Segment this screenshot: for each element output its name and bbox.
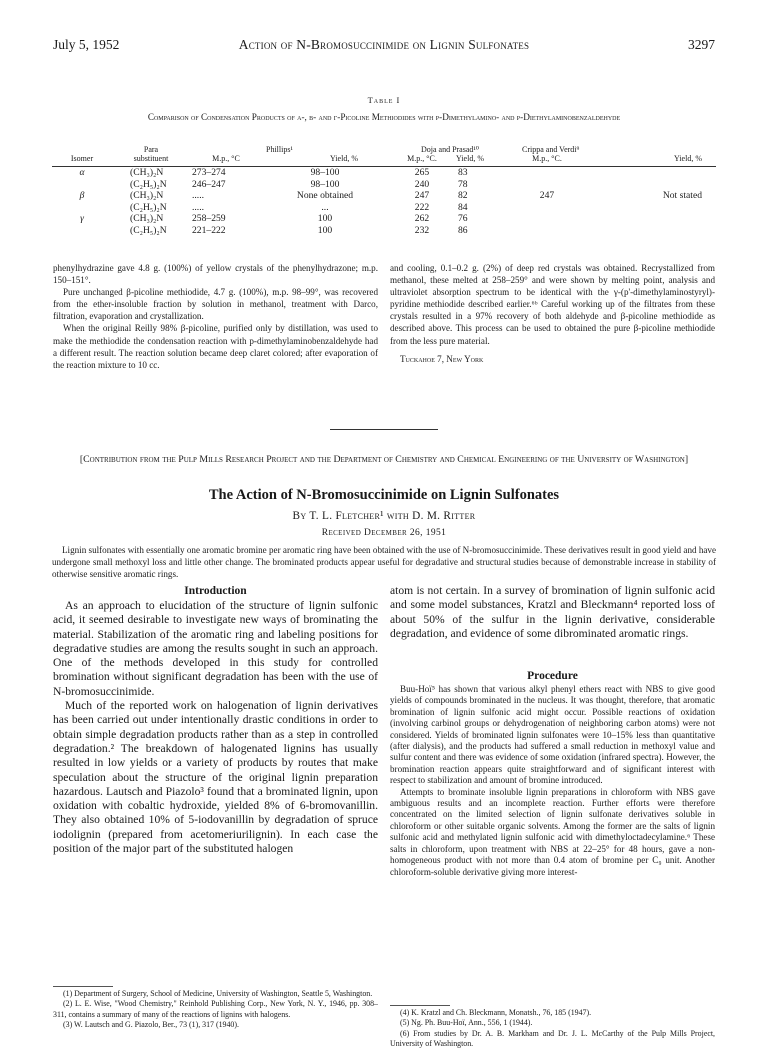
cell-crippa-yield: Not stated (662, 190, 702, 202)
col-mp: M.p., °C (212, 154, 240, 163)
cell-yield: 100 (317, 224, 333, 236)
cell-crippa-yield (582, 202, 716, 214)
cell-crippa-mp: 247 (539, 190, 555, 202)
footnote: (6) From studies by Dr. A. B. Markham and Dr. J. L. McCarthy of the Pulp Mills Project, University of Washington. (390, 1028, 715, 1049)
cell-isomer: α (79, 167, 85, 178)
cell-crippa-yield (582, 213, 716, 225)
authors: By T. L. Fletcher¹ with D. M. Ritter (292, 510, 476, 522)
header-running-title: Action of N-Bromosuccinimide on Lignin Sulfonates (238, 37, 530, 52)
col-crippa-mp: M.p., °C. (532, 154, 562, 163)
cell-doja-yield: 86 (458, 224, 468, 236)
cell-mp: 246–247 (192, 178, 226, 190)
cell-yield: ... (321, 201, 329, 213)
cell-yield: None obtained (296, 190, 354, 202)
abstract: Lignin sulfonates with essentially one aromatic bromine per aromatic ring have been obtained with the use of N-bromosuccinimide. These derivatives result in good yield and have undergone small methoxyl loss and little other change. The brominated products appear useful for degradative and structural studies because of demonstrable increase in stability of otherwise sensitive aromatic rings. (52, 545, 716, 579)
col-doja-yield: Yield, % (456, 154, 484, 163)
introduction-heading: Introduction (184, 585, 247, 597)
cell-isomer (52, 179, 112, 191)
running-header (53, 37, 715, 55)
intro-paragraph: atom is not certain. In a survey of bromination of lignin sulfonic acid and some model substances, Kratzl and Bleckmann⁴ reported loss of about 50% of the sulfur in the lignin derivative, considerable degradation, and evidence of some dibrominated aromatic rings. (390, 584, 715, 640)
cell-mp: ..... (192, 201, 204, 213)
cell-doja-mp: 232 (414, 224, 430, 236)
col-substituent: substituent (133, 154, 169, 163)
col-crippa: Crippa and Verdi⁹ (522, 145, 580, 154)
cell-crippa-mp (512, 167, 582, 179)
col-para: Para (143, 145, 159, 154)
footnote-rule (390, 1005, 450, 1006)
cell-substituent: (C₂H₅)₂N (130, 201, 167, 213)
header-date: July 5, 1952 (53, 37, 120, 52)
cell-isomer: γ (80, 213, 84, 225)
received-date: Received December 26, 1951 (321, 528, 447, 538)
footnote: (3) W. Lautsch and G. Piazolo, Ber., 73 (1), 317 (1940). (63, 1020, 239, 1030)
cell-doja-yield: 83 (458, 167, 468, 178)
cell-substituent: (C₂H₅)₂N (130, 178, 167, 190)
footnotes-left (53, 989, 378, 1031)
cell-isomer (52, 225, 112, 237)
cell-doja-mp: 265 (414, 167, 430, 178)
cell-substituent: (CH₃)₂N (130, 213, 164, 225)
article-title: The Action of N-Bromosuccinimide on Lignin Sulfonates (208, 487, 560, 503)
prev-paragraph: and cooling, 0.1–0.2 g. (2%) of deep red crystals was obtained. Recrystallized from methanol, these melted at 258–259° and were shown by melting point, analysis and ultraviolet absorption spectrum to be identical with the γ-(p'-dimethylaminostyryl)-pyridine methiodide described earlier.⁶ᵇ Careful working up of the filtrates from these crystals resulted in a 97% recovery of both aldehyde and β-picoline methiodide as described above. This process can be used to obtained the pure β-picoline methiodide from the less pure material. (390, 263, 715, 346)
cell-yield: 100 (317, 213, 333, 225)
cell-doja-mp: 240 (414, 178, 430, 190)
prev-article-right (390, 262, 715, 365)
procedure-heading: Procedure (527, 670, 578, 682)
introduction-continued (390, 584, 715, 641)
cell-substituent: (CH₃)₂N (130, 167, 164, 178)
cell-doja-yield: 84 (458, 201, 468, 213)
col-isomer: Isomer (70, 154, 94, 163)
table-row (52, 202, 716, 214)
cell-doja-yield: 82 (458, 190, 468, 202)
cell-crippa-mp (512, 225, 582, 237)
prev-location: Tuckahoe 7, New York (400, 353, 484, 364)
procedure-section (390, 669, 715, 878)
article-separator (330, 429, 438, 430)
cell-doja-mp: 262 (414, 213, 430, 225)
intro-paragraph: As an approach to elucidation of the structure of lignin sulfonic acid, it seemed desirable to investigate new ways of brominating the material. Stabilization of the aromatic ring and labeling positions for degradative studies are among the results sought in such an approach. One of the methods developed in this study for controlled bromination without significant degradation has been with the use of N-bromosuccinimide. (53, 599, 378, 698)
table-header-row-bottom (52, 154, 716, 163)
table-row (52, 190, 716, 202)
procedure-paragraph: Attempts to brominate insoluble lignin preparations in chloroform with NBS gave ambiguous results and an incomplete reaction. Further efforts were therefore concentrated on the limited selection of lignin sulfonate derivatives soluble in chloroform or other suitable organic solvents. Among the former are the salts of lignin sulfonic acid and methylated lignin sulfonic acid with dimethyloctadecylamine.⁶ These salts in chloroform, upon treatment with NBS at 22–25° for 48 hours, gave a non-homogeneous product with not more than 0.4 atom of bromine per C₉ unit. Another chloroform-soluble derivative giving more interest- (390, 786, 715, 877)
prev-paragraph: Pure unchanged β-picoline methiodide, 4.7 g. (100%), m.p. 98–99°, was recovered from the ether-insoluble fraction by solution in methanol, treatment with Darco, filtration, evaporation and crystallization. (53, 287, 378, 322)
cell-doja-yield: 78 (458, 178, 468, 190)
cell-isomer (52, 202, 112, 214)
introduction-section (53, 584, 378, 856)
cell-crippa-mp (512, 202, 582, 214)
footnote: (4) K. Kratzl and Ch. Bleckmann, Monatsh., 76, 185 (1947). (400, 1008, 592, 1017)
footnotes-right (390, 1008, 715, 1050)
prev-paragraph: When the original Reilly 98% β-picoline, purified only by distillation, was used to make the methiodide the condensation reaction with p-dimethylaminobenzaldehyde had a different result. The reaction solution became deep claret colored; after evaporation of the reaction mixture to 10 cc. (53, 323, 378, 370)
procedure-paragraph: Buu-Hoï⁵ has shown that various alkyl phenyl ethers react with NBS to give good yields of compounds brominated in the nucleus. It was thought, therefore, that aromatic bromination of lignin sulfonic acid might occur. Possible reactions of oxidation (involving carbinol groups or dehydrogenation of neighboring carbon atoms) were not considered. Yields of brominated lignin sulfonates were 10–15% less than quantitative (after dialysis), and the products had suffered a small reduction in methoxyl value and sulfur content and there was evidence of some oxidation (infrared spectra). However, the bromination reaction appears quite straightforward and of significant interest with respect to stabilization and amount of bromine introduced. (390, 684, 715, 786)
cell-isomer: β (79, 190, 85, 202)
prev-paragraph: phenylhydrazine gave 4.8 g. (100%) of yellow crystals of the phenylhydrazone; m.p. 150–151°. (53, 263, 378, 286)
prev-article-left (53, 262, 378, 371)
col-phillips: Phillips¹ (266, 145, 293, 154)
footnote: (2) L. E. Wise, "Wood Chemistry," Reinhold Publishing Corp., New York, N. Y., 1946, pp. 308–311, contains a summary of many of the reactions of lignins with halogens. (53, 999, 378, 1019)
cell-doja-yield: 76 (458, 213, 468, 225)
cell-mp: ..... (192, 190, 204, 202)
intro-paragraph: Much of the reported work on halogenation of lignin derivatives has been carried out under intentionally drastic conditions in order to obtain simple degradation products rather than as a step in controlled degradation.² The breakdown of halogenated lignins has usually resulted in low yields or a variety of products by routes that make speculation about the structure of the original lignin preparation hazardous. Lautsch and Piazolo³ found that a brominated lignin, upon oxidation with cobaltic hydroxide, yielded 8% of 6-bromovanillin. They also obtained 10% of 5-iodovanillin by degradation of spruce iodolignin (prepared from acetomeriurilignin). In each case the position of the major part of the substituted halogen (53, 699, 378, 856)
cell-yield: 98–100 (310, 178, 340, 190)
cell-doja-mp: 247 (414, 190, 430, 202)
affiliation: [Contribution from the Pulp Mills Research Project and the Department of Chemistry and Chemical Engineering of the University of Washington] (79, 454, 689, 465)
footnote: (1) Department of Surgery, School of Medicine, University of Washington, Seattle 5, Washington. (63, 989, 373, 998)
data-table (52, 145, 716, 237)
cell-substituent: (CH₃)₂N (130, 190, 164, 202)
table-body (52, 167, 716, 237)
cell-mp: 273–274 (192, 167, 226, 178)
cell-yield: 98–100 (310, 167, 340, 178)
cell-crippa-yield (582, 179, 716, 191)
cell-mp: 258–259 (192, 213, 226, 225)
table-header-row-top (52, 145, 716, 154)
table-caption: Comparison of Condensation Products of α-, β- and γ-Picoline Methiodides with p-Dimethylamino- and p-Diethylaminobenzaldehyde (147, 112, 621, 122)
table-row (52, 179, 716, 191)
table-row (52, 167, 716, 179)
table-row (52, 213, 716, 225)
footnote: (5) Ng. Ph. Buu-Hoï, Ann., 556, 1 (1944). (400, 1018, 533, 1028)
col-doja-mp: M.p., °C. (407, 154, 437, 163)
cell-crippa-yield (582, 225, 716, 237)
col-doja: Doja and Prasad¹⁰ (420, 145, 480, 154)
cell-crippa-mp (512, 213, 582, 225)
cell-crippa-yield (582, 167, 716, 179)
table-row (52, 225, 716, 237)
footnote-rule (53, 986, 113, 987)
cell-mp: 221–222 (192, 224, 226, 236)
header-page-number: 3297 (688, 37, 715, 52)
col-yield: Yield, % (330, 154, 358, 163)
table-label: Table I (367, 95, 401, 105)
cell-doja-mp: 222 (414, 201, 430, 213)
cell-substituent: (C₂H₅)₂N (130, 224, 167, 236)
cell-crippa-mp (512, 179, 582, 191)
col-crippa-yield: Yield, % (674, 154, 702, 163)
